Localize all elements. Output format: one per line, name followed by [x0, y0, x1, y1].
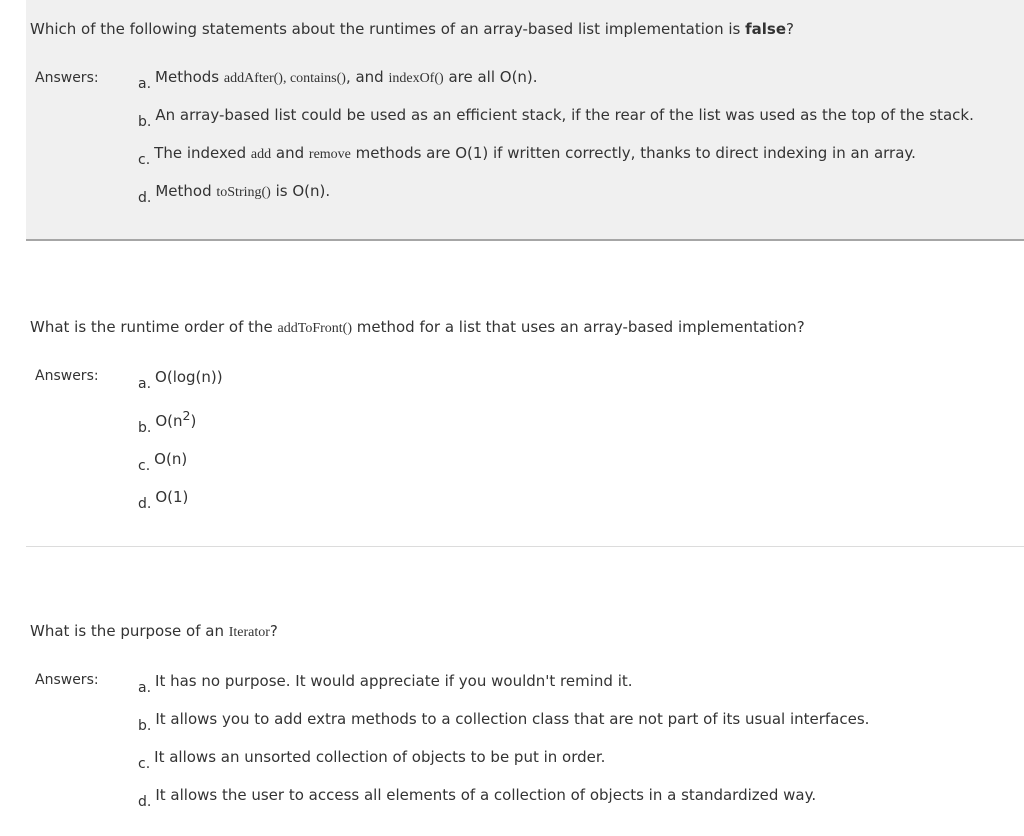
code-text: remove	[308, 147, 351, 162]
code-text: add	[250, 147, 272, 162]
choice-letter: d.	[138, 190, 152, 206]
q2-choice-a[interactable]	[138, 368, 223, 392]
choice-text: It allows you to add extra methods to a collection class that are not part of its usual interfaces.	[155, 710, 870, 728]
q2-choice-d[interactable]	[138, 488, 189, 512]
q3-choice-b[interactable]	[138, 710, 870, 734]
question-3-post: ?	[269, 622, 278, 640]
q3-choice-a[interactable]	[138, 672, 633, 696]
choice-text: Method	[155, 182, 217, 200]
q1-choice-a[interactable]	[138, 68, 538, 92]
choice-text: Methods	[155, 68, 224, 86]
question-3-pre: What is the purpose of an	[30, 622, 229, 640]
choice-letter: c.	[138, 458, 151, 474]
choice-text: O(log(n))	[155, 368, 223, 386]
code-text: indexOf()	[388, 71, 444, 86]
choice-text: and	[271, 144, 309, 162]
question-1-pre: Which of the following statements about the runtimes of an array-based list implementation is	[30, 20, 746, 38]
q1-choice-b[interactable]	[138, 106, 974, 130]
answers-label-3: Answers:	[35, 672, 99, 688]
choice-letter: b.	[138, 114, 152, 130]
choice-text: O(1)	[155, 488, 189, 506]
code-text: addToFront()	[277, 321, 352, 336]
choice-text: is O(n).	[270, 182, 331, 200]
answers-label-2: Answers:	[35, 368, 99, 384]
q2-choice-c[interactable]	[138, 450, 188, 474]
choice-letter: c.	[138, 756, 151, 772]
superscript: 2	[182, 408, 191, 423]
choice-text: methods are O(1) if written correctly, thanks to direct indexing in an array.	[350, 144, 916, 162]
code-text: toString()	[216, 185, 271, 200]
choice-letter: d.	[138, 496, 152, 512]
choice-letter: a.	[138, 680, 152, 696]
choice-text: O(n	[155, 412, 183, 430]
code-text: addAfter(), contains()	[223, 71, 346, 86]
choice-text: , and	[345, 68, 389, 86]
question-1-bold: false	[745, 20, 787, 38]
q3-choice-d[interactable]	[138, 786, 817, 810]
choice-text: The indexed	[154, 144, 251, 162]
choice-letter: d.	[138, 794, 152, 810]
question-divider	[26, 546, 1024, 547]
choice-text: are all O(n).	[443, 68, 538, 86]
choice-text: It allows the user to access all elements of a collection of objects in a standardized way.	[155, 786, 817, 804]
q1-choice-d[interactable]	[138, 182, 331, 206]
question-2-post: method for a list that uses an array-based implementation?	[351, 318, 805, 336]
q1-choice-c[interactable]	[138, 144, 916, 168]
choice-letter: b.	[138, 718, 152, 734]
choice-letter: a.	[138, 76, 152, 92]
question-2-pre: What is the runtime order of the	[30, 318, 278, 336]
choice-letter: b.	[138, 420, 152, 436]
q3-choice-c[interactable]	[138, 748, 606, 772]
question-block-1	[0, 0, 1024, 241]
code-text: Iterator	[228, 625, 270, 640]
choice-letter: a.	[138, 376, 152, 392]
choice-text: It has no purpose. It would appreciate if you wouldn't remind it.	[155, 672, 633, 690]
choice-text: O(n)	[154, 450, 188, 468]
choice-text: )	[190, 412, 197, 430]
choice-text: An array-based list could be used as an efficient stack, if the rear of the list was used as the top of the stack.	[155, 106, 974, 124]
question-3-text	[30, 622, 278, 641]
answers-label-1: Answers:	[35, 70, 99, 86]
question-1-text	[30, 20, 794, 38]
question-2-text	[30, 318, 805, 337]
choice-letter: c.	[138, 152, 151, 168]
q2-choice-b[interactable]	[138, 408, 197, 436]
choice-text: It allows an unsorted collection of objects to be put in order.	[154, 748, 606, 766]
question-1-post: ?	[786, 20, 794, 38]
